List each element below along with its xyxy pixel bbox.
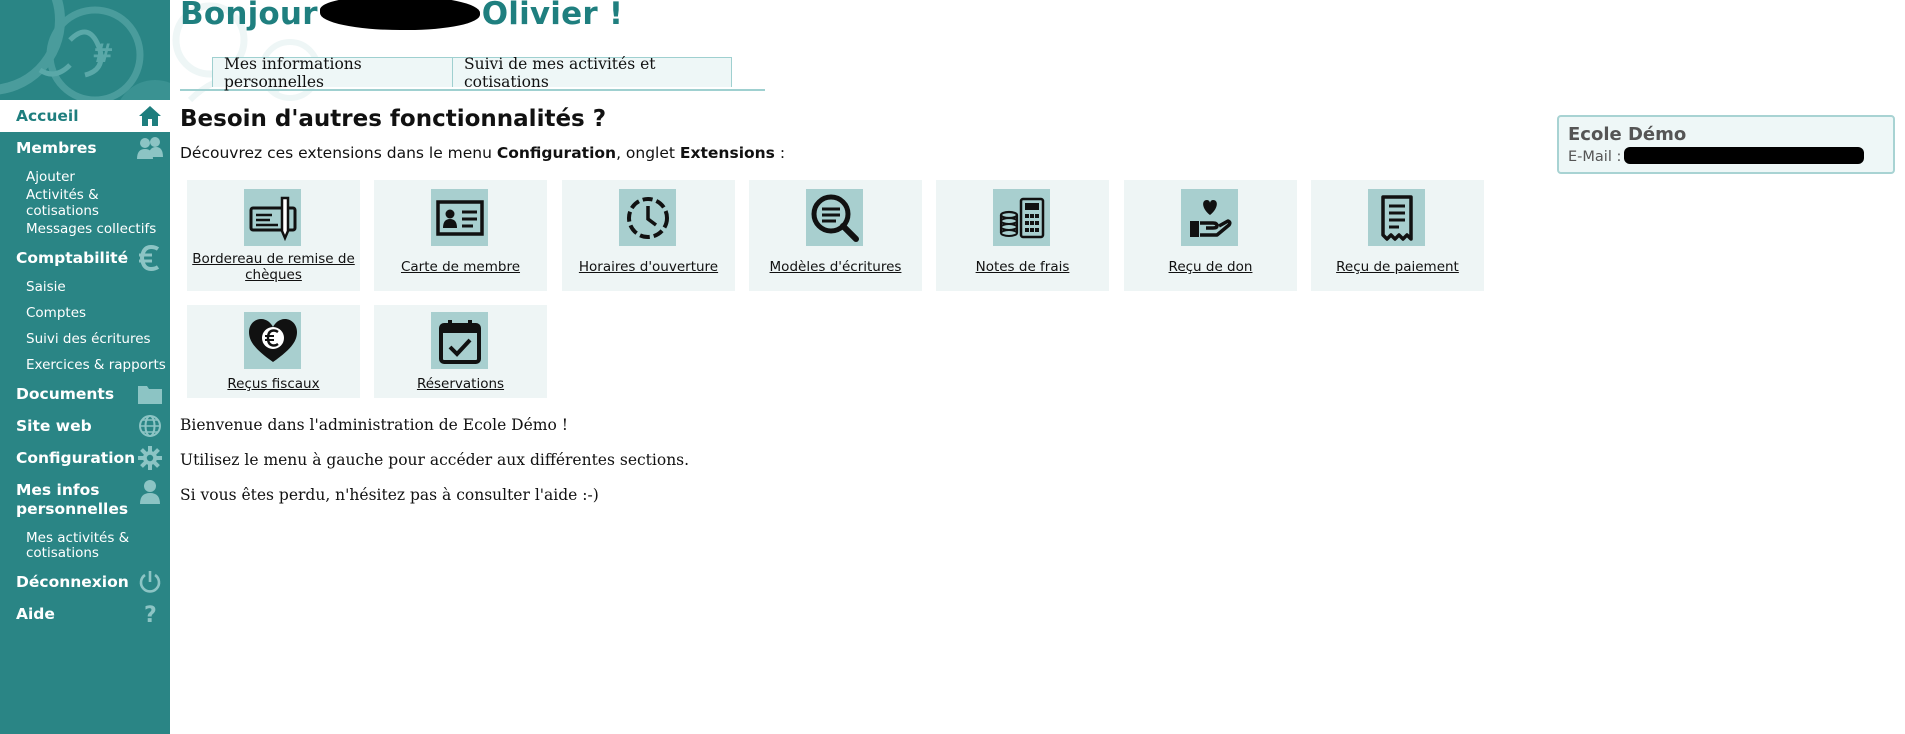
- welcome-text: Bienvenue dans l'administration de Ecole Démo !: [180, 416, 568, 434]
- id-card-icon: [431, 189, 488, 246]
- sidebar-item-label: Déconnexion: [16, 572, 129, 591]
- intro-configuration: Configuration: [496, 144, 617, 162]
- search-list-icon: [806, 189, 863, 246]
- sidebar-item-mes-activites[interactable]: [0, 526, 170, 566]
- sidebar-item-site-web[interactable]: [0, 410, 170, 442]
- home-icon: [136, 102, 164, 130]
- page-title: [180, 0, 623, 32]
- extension-label: Reçu de paiement: [1336, 259, 1459, 275]
- extension-label: Reçus fiscaux: [227, 376, 320, 392]
- redacted-name: [320, 0, 480, 30]
- help-icon: [136, 600, 164, 628]
- extension-card-bordereau[interactable]: [187, 180, 360, 291]
- sidebar-item-comptabilite[interactable]: [0, 242, 170, 274]
- extension-card-modeles[interactable]: [749, 180, 922, 291]
- sidebar-item-label: Membres: [16, 138, 97, 157]
- sidebar-item-ajouter[interactable]: Ajouter: [26, 169, 75, 185]
- sidebar-item-label: Accueil: [16, 106, 79, 125]
- tab-suivi-activites[interactable]: Suivi de mes activités et cotisations: [452, 57, 732, 87]
- gear-icon: [136, 444, 164, 472]
- sidebar-item-suivi-ecritures[interactable]: Suivi des écritures: [26, 331, 151, 347]
- sidebar-item-accueil[interactable]: [0, 100, 170, 132]
- extension-card-horaires[interactable]: [562, 180, 735, 291]
- help-hint-text: Si vous êtes perdu, n'hésitez pas à consulter l'aide :-): [180, 486, 599, 504]
- sidebar-item-saisie[interactable]: Saisie: [26, 279, 66, 295]
- sidebar: [0, 0, 170, 734]
- tab-bar: [180, 54, 765, 91]
- user-icon: [136, 478, 164, 506]
- greeting-end: Olivier !: [481, 0, 624, 32]
- extension-label: Horaires d'ouverture: [578, 259, 719, 275]
- users-icon: [136, 134, 164, 162]
- extension-label: Modèles d'écritures: [769, 259, 902, 275]
- svg-text:?: ?: [144, 603, 157, 626]
- calculator-icon: [993, 189, 1050, 246]
- sidebar-item-configuration[interactable]: [0, 442, 170, 474]
- sidebar-item-activites-cotisations[interactable]: Activités & cotisations: [26, 187, 99, 219]
- sidebar-item-exercices-rapports[interactable]: Exercices & rapports: [26, 357, 166, 373]
- logo-icon: [0, 0, 170, 100]
- heart-euro-icon: [244, 312, 301, 369]
- menu-hint-text: Utilisez le menu à gauche pour accéder aux différentes sections.: [180, 451, 690, 469]
- extension-card-recus-fiscaux[interactable]: [187, 305, 360, 398]
- cheque-icon: [244, 189, 301, 246]
- sidebar-item-label: Mes infos personnelles: [16, 481, 129, 518]
- organization-box: [1557, 115, 1895, 174]
- intro-part: :: [774, 144, 786, 162]
- section-title: Besoin d'autres fonctionnalités ?: [180, 106, 607, 132]
- svg-text:#: #: [92, 39, 114, 69]
- extension-label: Notes de frais: [975, 259, 1070, 275]
- sidebar-item-aide[interactable]: [0, 598, 170, 630]
- extension-card-recu-paiement[interactable]: [1311, 180, 1484, 291]
- organization-name: Ecole Démo: [1568, 124, 1687, 145]
- extension-label: Reçu de don: [1168, 259, 1253, 275]
- sidebar-item-label: Configuration: [16, 448, 136, 467]
- folder-icon: [136, 380, 164, 408]
- redacted-email: [1624, 147, 1864, 164]
- receipt-icon: [1368, 189, 1425, 246]
- euro-icon: [136, 244, 164, 272]
- sidebar-item-comptes[interactable]: Comptes: [26, 305, 87, 321]
- calendar-check-icon: [431, 312, 488, 369]
- extension-label: Bordereau de remise de chèques: [192, 251, 355, 283]
- intro-part: Découvrez ces extensions dans le menu: [180, 144, 497, 162]
- extension-label: Réservations: [416, 376, 505, 392]
- tab-infos-personnelles[interactable]: Mes informations personnelles: [212, 57, 453, 87]
- extension-card-reservations[interactable]: [374, 305, 547, 398]
- sidebar-item-mes-infos[interactable]: [0, 474, 170, 526]
- intro-part: , onglet: [616, 144, 680, 162]
- donation-icon: [1181, 189, 1238, 246]
- sidebar-item-label: Aide: [16, 604, 55, 623]
- extension-card-notes-frais[interactable]: [936, 180, 1109, 291]
- sidebar-item-membres[interactable]: [0, 132, 170, 164]
- sidebar-item-label: Documents: [16, 384, 115, 403]
- greeting-start: Bonjour: [180, 0, 318, 32]
- sidebar-item-label: Comptabilité: [16, 248, 129, 267]
- extension-card-carte-membre[interactable]: [374, 180, 547, 291]
- clock-icon: [619, 189, 676, 246]
- power-icon: [136, 568, 164, 596]
- intro-extensions: Extensions: [679, 144, 775, 162]
- sidebar-item-label: Mes activités & cotisations: [26, 530, 130, 561]
- globe-icon: [136, 412, 164, 440]
- organization-email-label: E-Mail :: [1568, 149, 1622, 165]
- sidebar-item-label: Site web: [16, 416, 92, 435]
- sidebar-item-deconnexion[interactable]: [0, 566, 170, 598]
- sidebar-item-documents[interactable]: [0, 378, 170, 410]
- sidebar-item-messages-collectifs[interactable]: Messages collectifs: [26, 221, 157, 237]
- extension-card-recu-don[interactable]: [1124, 180, 1297, 291]
- sidebar-nav: [0, 100, 170, 630]
- intro-text: [180, 144, 785, 162]
- extension-label: Carte de membre: [400, 259, 521, 275]
